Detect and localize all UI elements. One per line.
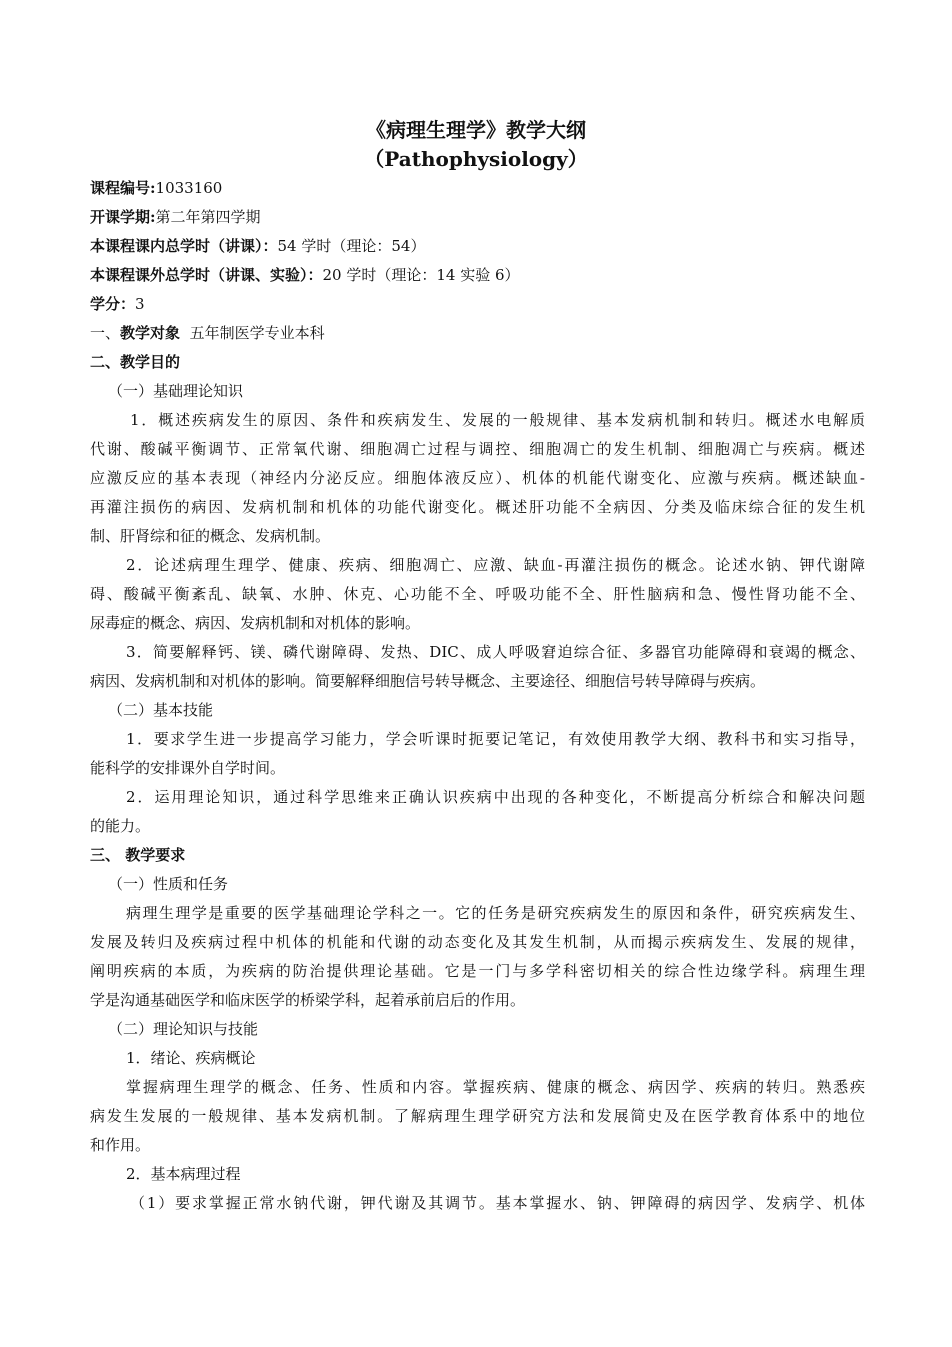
section-2-para-1-line: 代谢、酸碱平衡调节、正常氧代谢、细胞凋亡过程与调控、细胞凋亡的发生机制、细胞凋亡与疾病。概述 <box>90 440 865 458</box>
section-3-para-3-line: （1）要求掌握正常水钠代谢，钾代谢及其调节。基本掌握水、钠、钾障碍的病因学、发病学、机体 <box>130 1194 865 1212</box>
section-3-heading: 三、 教学要求 <box>90 846 186 864</box>
section-1-prefix: 一、 <box>90 324 121 342</box>
course-number-label: 课程编号: <box>90 179 156 197</box>
section-2-para-4-line: 1．要求学生进一步提高学习能力，学会听课时扼要记笔记，有效使用教学大纲、教科书和实习指导， <box>126 730 865 748</box>
term-line <box>90 207 865 227</box>
section-2-sub-basic-skills: （二）基本技能 <box>108 701 214 719</box>
section-2-para-3-line: 3．简要解释钙、镁、磷代谢障碍、发热、DIC、成人呼吸窘迫综合征、多器官功能障碍和衰竭的概念、 <box>126 643 865 661</box>
section-2-sub-basic-theory: （一）基础理论知识 <box>108 382 244 400</box>
document-title: 《病理生理学》教学大纲 <box>366 118 586 142</box>
section-3-sub-nature-task: （一）性质和任务 <box>108 875 229 893</box>
section-2-para-2-line: 碍、酸碱平衡紊乱、缺氧、水肿、休克、心功能不全、呼吸功能不全、肝性脑病和急、慢性肾功能不全、 <box>90 585 865 603</box>
section-3-para-2-line: 病发生发展的一般规律、基本发病机制。了解病理生理学研究方法和发展简史及在医学教育体系中的地位 <box>90 1107 865 1125</box>
course-number-line <box>90 178 865 198</box>
section-2-heading: 二、教学目的 <box>90 353 181 371</box>
section-3-para-1-line: 病理生理学是重要的医学基础理论学科之一。它的任务是研究疾病发生的原因和条件，研究疾病发生、 <box>126 904 865 922</box>
out-class-hours-value: 20 学时（理论：14 实验 6） <box>322 266 520 284</box>
section-2-para-2-line: 2．论述病理生理学、健康、疾病、细胞凋亡、应激、缺血-再灌注损伤的概念。论述水钠、钾代谢障 <box>126 556 865 574</box>
course-number-value: 1033160 <box>155 179 223 197</box>
in-class-hours-label: 本课程课内总学时（讲课）： <box>90 237 278 255</box>
section-3-para-1-line: 发展及转归及疾病过程中机体的机能和代谢的动态变化及其发生机制，从而揭示疾病发生、发展的规律， <box>90 933 865 951</box>
section-1-value: 五年制医学专业本科 <box>189 324 325 342</box>
section-3-item-2: 2．基本病理过程 <box>126 1165 241 1183</box>
section-2-para-5-line: 2．运用理论知识，通过科学思维来正确认识疾病中出现的各种变化，不断提高分析综合和解决问题 <box>126 788 865 806</box>
credit-label: 学分： <box>90 295 136 313</box>
section-2-para-5-line: 的能力。 <box>90 817 151 835</box>
section-3-item-1: 1．绪论、疾病概论 <box>126 1049 256 1067</box>
section-3-para-1-line: 阐明疾病的本质，为疾病的防治提供理论基础。它是一门与多学科密切相关的综合性边缘学科。病理生理 <box>90 962 865 980</box>
section-3-para-2-line: 掌握病理生理学的概念、任务、性质和内容。掌握疾病、健康的概念、病因学、疾病的转归。熟悉疾 <box>126 1078 865 1096</box>
section-2-para-3-line: 病因、发病机制和对机体的影响。简要解释细胞信号转导概念、主要途径、细胞信号转导障碍与疾病。 <box>90 672 766 690</box>
section-3-sub-theory-skills: （二）理论知识与技能 <box>108 1020 259 1038</box>
in-class-hours-value: 54 学时（理论：54） <box>277 237 426 255</box>
section-2-para-4-line: 能科学的安排课外自学时间。 <box>90 759 286 777</box>
out-class-hours-label: 本课程课外总学时（讲课、实验）： <box>90 266 323 284</box>
in-class-hours-line <box>90 236 865 256</box>
section-3-para-1-line: 学是沟通基础医学和临床医学的桥梁学科，起着承前启后的作用。 <box>90 991 526 1009</box>
section-2-para-1-line: 制、肝肾综和征的概念、发病机制。 <box>90 527 331 545</box>
section-1-label: 教学对象 <box>120 324 181 342</box>
credit-line <box>90 294 865 314</box>
out-class-hours-line <box>90 265 865 285</box>
credit-value: 3 <box>135 295 145 313</box>
section-2-para-2-line: 尿毒症的概念、病因、发病机制和对机体的影响。 <box>90 614 421 632</box>
term-label: 开课学期: <box>90 208 156 226</box>
section-2-para-1-line: 应激反应的基本表现（神经内分泌反应。细胞体液反应）、机体的机能代谢变化、应激与疾病。概述缺血- <box>90 469 865 487</box>
term-value: 第二年第四学期 <box>155 208 261 226</box>
section-teaching-target <box>90 323 865 343</box>
section-2-para-1-line: 再灌注损伤的病因、发病机制和机体的功能代谢变化。概述肝功能不全病因、分类及临床综合征的发生机 <box>90 498 865 516</box>
section-3-para-2-line: 和作用。 <box>90 1136 151 1154</box>
section-2-para-1-line: 1．概述疾病发生的原因、条件和疾病发生、发展的一般规律、基本发病机制和转归。概述水电解质 <box>130 411 865 429</box>
document-subtitle: （Pathophysiology） <box>364 147 588 171</box>
